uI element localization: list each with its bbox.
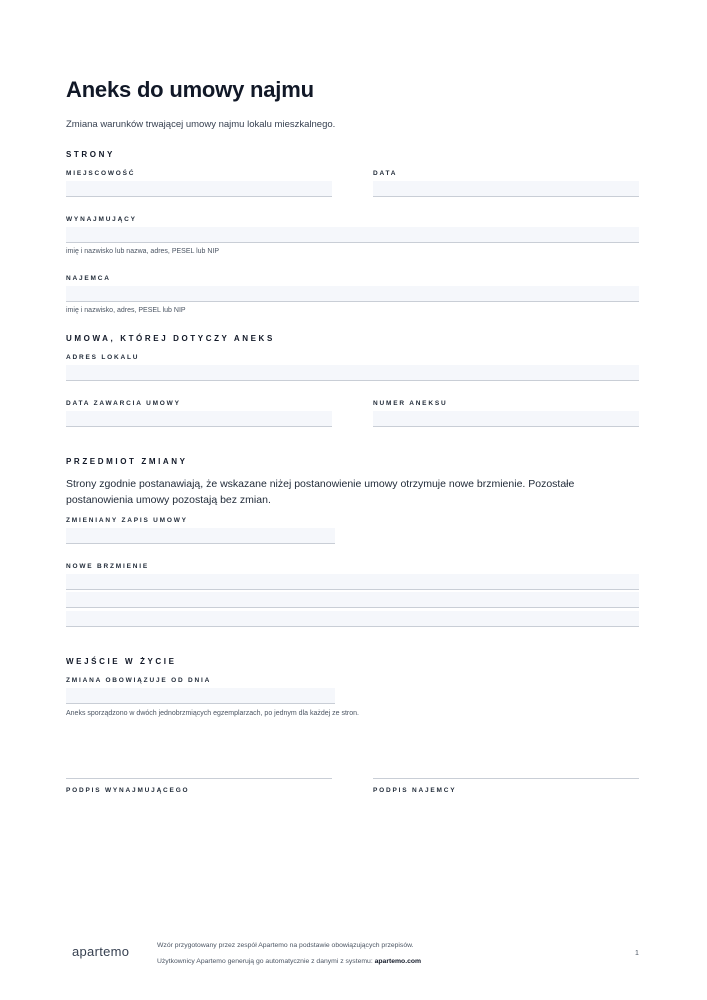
- copies-note: Aneks sporządzono w dwóch jednobrzmiących egzemplarzach, po jednym dla każdej ze stron.: [66, 710, 359, 717]
- subject-paragraph: Strony zgodnie postanawiają, że wskazane niżej postanowienie umowy otrzymuje nowe brzmienie. Pozostałe postanowienia umowy pozostają bez zmian.: [66, 478, 575, 506]
- page-number: 1: [635, 950, 639, 957]
- new-wording-line-2[interactable]: [66, 592, 639, 608]
- footer-line-1: Wzór przygotowany przez zespół Apartemo na podstawie obowiązujących przepisów.: [157, 942, 414, 949]
- new-wording-line-1[interactable]: [66, 574, 639, 590]
- tenant-field[interactable]: [66, 286, 639, 302]
- place-label: MIEJSCOWOŚĆ: [66, 170, 136, 177]
- section-effective-heading: WEJŚCIE W ŻYCIE: [66, 657, 177, 666]
- section-subject-heading: PRZEDMIOT ZMIANY: [66, 457, 188, 466]
- footer-line-2: [157, 958, 421, 965]
- annex-number-field[interactable]: [373, 411, 639, 427]
- effective-from-label: ZMIANA OBOWIĄZUJE OD DNIA: [66, 677, 212, 684]
- landlord-field[interactable]: [66, 227, 639, 243]
- date-label: DATA: [373, 170, 398, 177]
- section-parties-heading: STRONY: [66, 150, 115, 159]
- landlord-label: WYNAJMUJĄCY: [66, 216, 137, 223]
- new-wording-line-3[interactable]: [66, 611, 639, 627]
- contract-date-field[interactable]: [66, 411, 332, 427]
- annex-number-label: NUMER ANEKSU: [373, 400, 448, 407]
- landlord-signature-label: PODPIS WYNAJMUJĄCEGO: [66, 787, 190, 794]
- tenant-label: NAJEMCA: [66, 275, 111, 282]
- address-field[interactable]: [66, 365, 639, 381]
- section-agreement-heading: UMOWA, KTÓREJ DOTYCZY ANEKS: [66, 334, 275, 343]
- apartemo-logo: apartemo: [72, 944, 130, 959]
- place-field[interactable]: [66, 181, 332, 197]
- landlord-signature-line[interactable]: [66, 778, 332, 779]
- changed-clause-field[interactable]: [66, 528, 335, 544]
- address-label: ADRES LOKALU: [66, 354, 140, 361]
- document-title: Aneks do umowy najmu: [66, 77, 314, 102]
- document-subtitle: Zmiana warunków trwającej umowy najmu lokalu mieszkalnego.: [66, 119, 336, 130]
- effective-from-field[interactable]: [66, 688, 335, 704]
- new-wording-label: NOWE BRZMIENIE: [66, 563, 149, 570]
- landlord-hint: imię i nazwisko lub nazwa, adres, PESEL lub NIP: [66, 248, 220, 255]
- tenant-signature-label: PODPIS NAJEMCY: [373, 787, 457, 794]
- footer-website-link[interactable]: apartemo.com: [374, 958, 422, 965]
- tenant-signature-line[interactable]: [373, 778, 639, 779]
- tenant-hint: imię i nazwisko, adres, PESEL lub NIP: [66, 307, 186, 314]
- date-field[interactable]: [373, 181, 639, 197]
- contract-date-label: DATA ZAWARCIA UMOWY: [66, 400, 181, 407]
- changed-clause-label: ZMIENIANY ZAPIS UMOWY: [66, 517, 188, 524]
- footer-line-2-text: Użytkownicy Apartemo generują go automatycznie z danymi z systemu:: [157, 958, 375, 965]
